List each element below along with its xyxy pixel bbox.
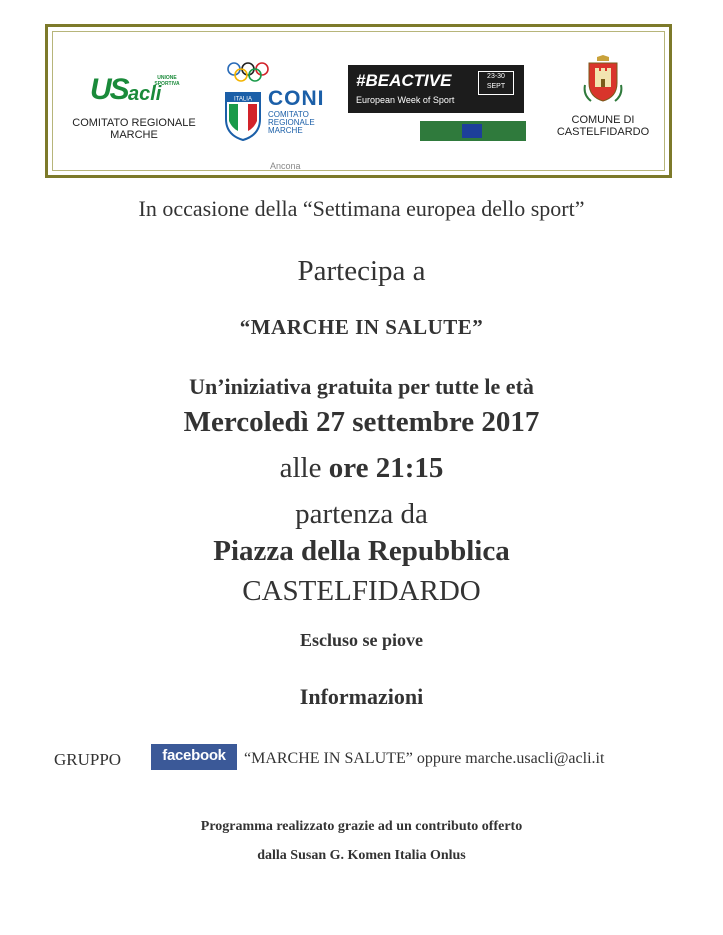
usacli-caption-line1: COMITATO REGIONALE xyxy=(72,117,196,129)
beactive-logo xyxy=(348,65,524,113)
info-heading: Informazioni xyxy=(299,684,424,709)
event-date: Mercoledì 27 settembre 2017 xyxy=(183,406,540,438)
partenza-line: partenza da xyxy=(295,498,428,530)
contact-details[interactable]: “MARCHE IN SALUTE” oppure marche.usacli@acli.it xyxy=(244,750,605,767)
usacli-caption xyxy=(60,117,208,141)
comune-caption-line1: COMUNE DI xyxy=(571,114,635,126)
beactive-dates-line1: 23-30 xyxy=(487,73,505,80)
usacli-logo xyxy=(60,73,208,141)
comune-caption-line2: CASTELFIDARDO xyxy=(556,126,650,138)
event-title: “MARCHE IN SALUTE” xyxy=(239,315,484,339)
contact-row xyxy=(54,742,674,772)
beactive-dates xyxy=(478,71,514,95)
coni-subtitle xyxy=(268,111,315,135)
usacli-acli-text: acli xyxy=(128,83,162,105)
erasmus-eu-strip xyxy=(420,121,526,141)
usacli-tag-text: UNIONE SPORTIVA xyxy=(154,75,180,87)
partecipa-line: Partecipa a xyxy=(297,255,426,287)
iniziativa-line: Un’iniziativa gratuita per tutte le età xyxy=(189,374,534,399)
coni-word: CONI xyxy=(268,87,325,110)
beactive-week-text: European Week of Sport xyxy=(356,95,455,105)
occasione-line: In occasione della “Settimana europea dello sport” xyxy=(138,196,585,221)
olympic-rings-icon xyxy=(226,61,270,83)
usacli-mark xyxy=(84,73,184,109)
castelfidardo-crest-icon xyxy=(583,55,623,103)
usacli-caption-line2: MARCHE xyxy=(110,129,158,141)
eu-flag-icon xyxy=(462,124,482,138)
event-city: CASTELFIDARDO xyxy=(242,575,481,607)
event-time-prefix: alle xyxy=(279,452,329,484)
facebook-logo-link[interactable]: facebook xyxy=(151,744,237,770)
italia-shield-icon xyxy=(224,91,262,141)
footer-line1: Programma realizzato grazie ad un contributo offerto xyxy=(200,819,523,834)
rain-note: Escluso se piove xyxy=(299,630,423,650)
comune-caption xyxy=(548,114,658,138)
usacli-us-text: US xyxy=(90,73,128,106)
logo-header-box xyxy=(45,24,672,178)
coni-city: Ancona xyxy=(270,161,301,171)
coni-logo xyxy=(224,61,324,173)
italia-shield-label: ITALIA xyxy=(234,96,252,103)
beactive-dates-line2: SEPT xyxy=(486,83,506,90)
gruppo-label: GRUPPO xyxy=(54,750,122,769)
coni-sub-line3: MARCHE xyxy=(268,126,303,135)
footer-line2: dalla Susan G. Komen Italia Onlus xyxy=(257,848,466,863)
comune-logo xyxy=(548,55,658,138)
event-time: ore 21:15 xyxy=(328,452,444,484)
coni-sub-line2: REGIONALE xyxy=(268,118,315,127)
event-location: Piazza della Repubblica xyxy=(213,535,510,567)
coni-sub-line1: COMITATO xyxy=(268,110,309,119)
event-time-line xyxy=(0,452,723,485)
beactive-hashtag: #BEACTIVE xyxy=(356,71,452,90)
